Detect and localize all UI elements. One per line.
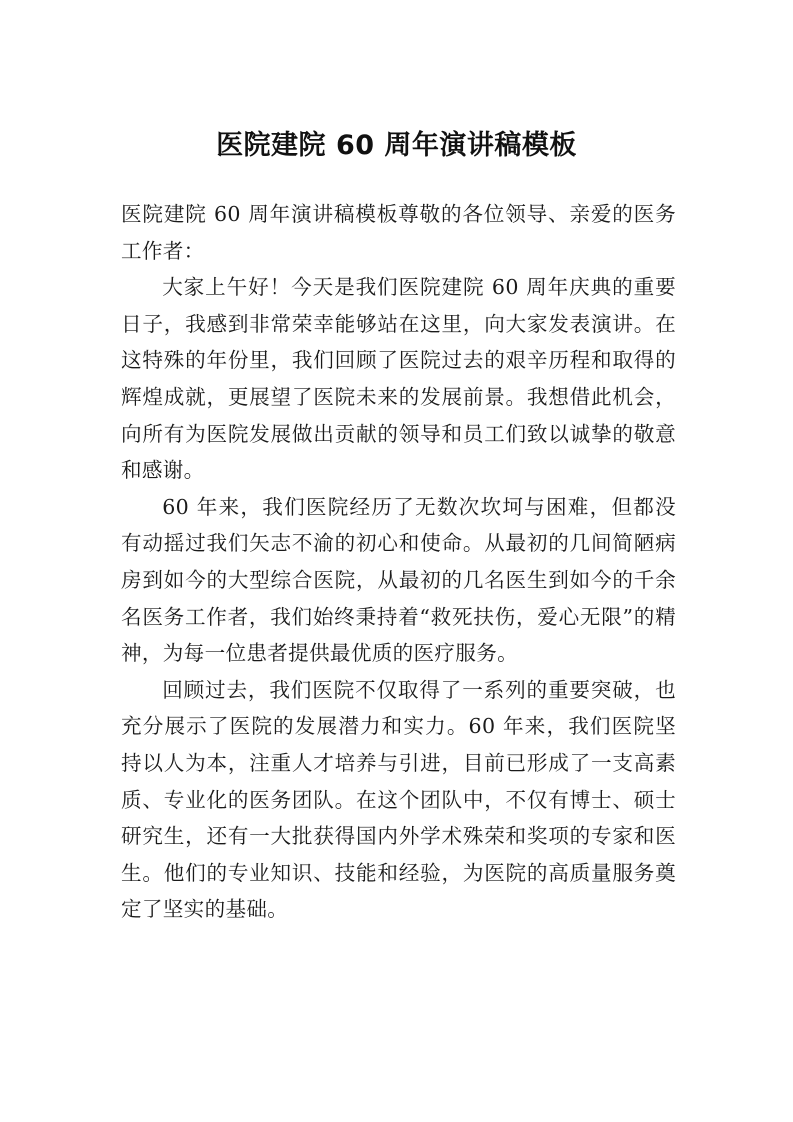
document-body — [121, 196, 676, 928]
salutation-paragraph: 医院建院 60 周年演讲稿模板尊敬的各位领导、亲爱的医务工作者： — [121, 202, 676, 263]
document-title: 医院建院 60 周年演讲稿模板 — [216, 130, 577, 161]
body-paragraph: 大家上午好！今天是我们医院建院 60 周年庆典的重要日子，我感到非常荣幸能够站在这里，向大家发表演讲。在这特殊的年份里，我们回顾了医院过去的艰辛历程和取得的辉煌成就，更展望了医院未来的发展前景。我想借此机会，向所有为医院发展做出贡献的领导和员工们致以诚挚的敬意和感谢。 — [121, 275, 676, 483]
body-paragraph: 60 年来，我们医院经历了无数次坎坷与困难，但都没有动摇过我们矢志不渝的初心和使命。从最初的几间简陋病房到如今的大型综合医院，从最初的几名医生到如今的千余名医务工作者，我们始终秉持着“救死扶伤，爱心无限”的精神，为每一位患者提供最优质的医疗服务。 — [121, 494, 676, 666]
body-paragraph: 回顾过去，我们医院不仅取得了一系列的重要突破，也充分展示了医院的发展潜力和实力。60 年来，我们医院坚持以人为本，注重人才培养与引进，目前已形成了一支高素质、专业化的医务团队。在这个团队中，不仅有博士、硕士研究生，还有一大批获得国内外学术殊荣和奖项的专家和医生。他们的专业知识、技能和经验，为医院的高质量服务奠定了坚实的基础。 — [121, 677, 676, 922]
